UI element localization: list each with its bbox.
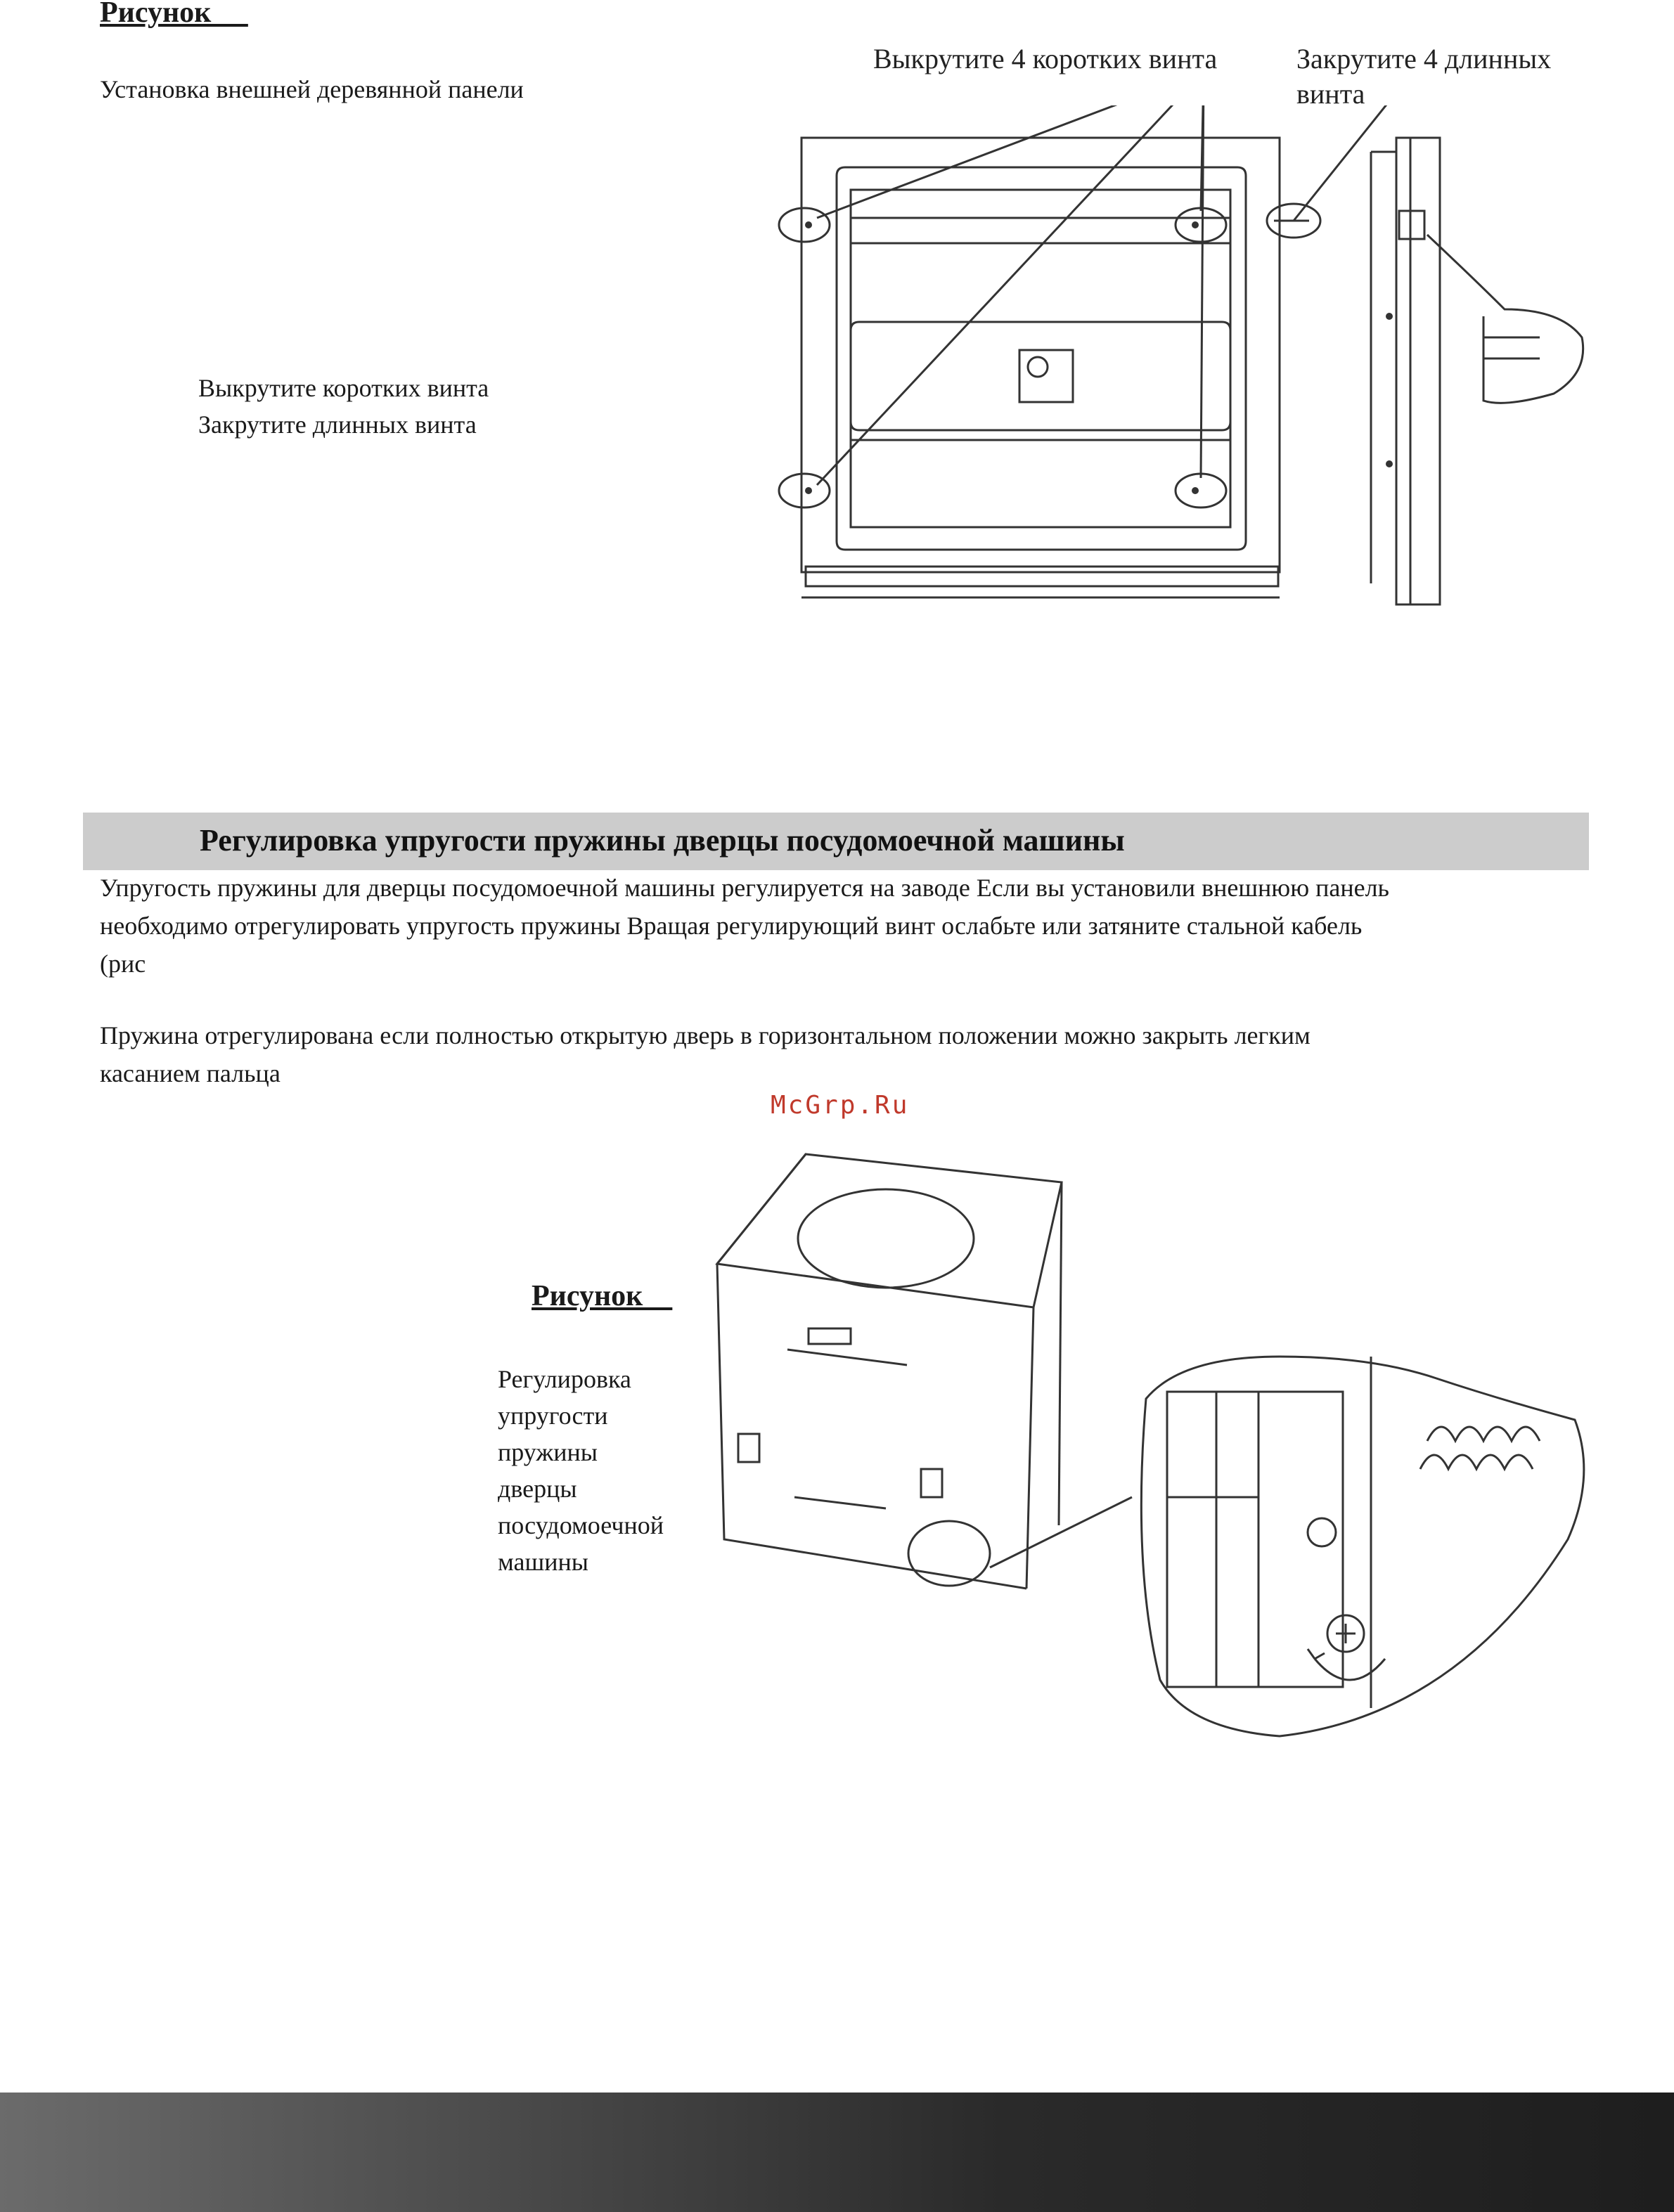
figure2-caption-line: дверцы	[498, 1475, 577, 1503]
door-panel-diagram	[773, 105, 1603, 612]
section-paragraph-1	[100, 869, 1597, 983]
figure2-caption-line: упругости	[498, 1402, 608, 1430]
diagram-label-screw-line1: Закрутите 4 длинных	[1296, 43, 1552, 75]
figure1-step-screw: Закрутите длинных винта	[198, 410, 477, 439]
figure1-title: Рисунок	[100, 0, 248, 29]
paragraph1-line2: необходимо отрегулировать упругость пружины Вращая регулирующий винт ослабьте или затяните стальной кабель	[100, 912, 1363, 940]
paragraph1-line3: (рис	[100, 950, 146, 978]
paragraph2-line2: касанием пальца	[100, 1059, 281, 1087]
dishwasher-spring-diagram	[696, 1146, 1596, 1750]
figure2-caption-line: пружины	[498, 1438, 598, 1466]
figure2-caption	[498, 1361, 664, 1580]
figure1-caption: Установка внешней деревянной панели	[100, 75, 524, 103]
figure1-step-unscrew: Выкрутите коротких винта	[198, 374, 489, 402]
figure2-caption-line: машины	[498, 1548, 588, 1576]
figure2-caption-line: посудомоечной	[498, 1511, 664, 1539]
diagram-label-screw-line2: винта	[1296, 78, 1365, 110]
section-header-bar	[83, 813, 1589, 870]
section-paragraph-2	[100, 1016, 1597, 1092]
paragraph2-line1: Пружина отрегулирована если полностью открытую дверь в горизонтальном положении можно закрыть легким	[100, 1021, 1311, 1049]
figure2-caption-line: Регулировка	[498, 1365, 631, 1393]
footer-bar	[0, 2093, 1674, 2212]
diagram-label-unscrew: Выкрутите 4 коротких винта	[873, 43, 1218, 75]
section-title: Регулировка упругости пружины дверцы посудомоечной машины	[200, 823, 1125, 858]
watermark: McGrp.Ru	[771, 1091, 910, 1120]
figure2-title: Рисунок	[532, 1280, 673, 1312]
paragraph1-line1: Упругость пружины для дверцы посудомоечной машины регулируется на заводе Если вы установили внешнюю панель	[100, 874, 1389, 902]
